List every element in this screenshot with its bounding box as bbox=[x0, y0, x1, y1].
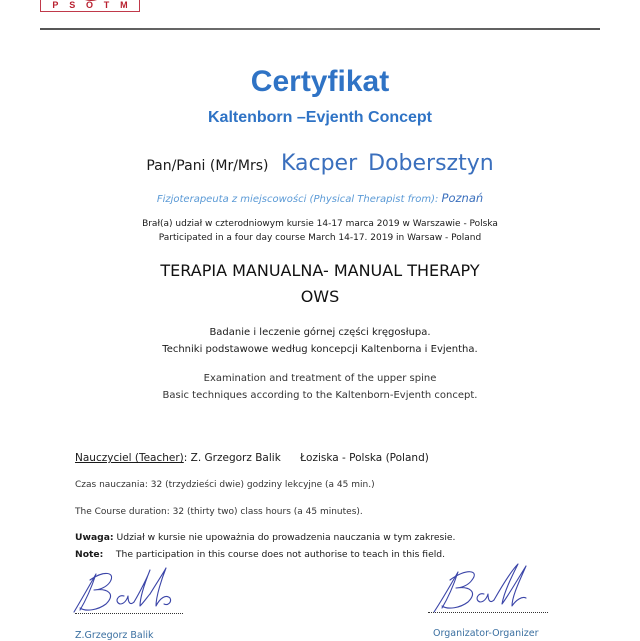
header-divider bbox=[40, 28, 600, 30]
note-pl-text: Udział w kursie nie upoważnia do prowadzenia nauczania w tym zakresie. bbox=[116, 532, 456, 543]
recipient-row bbox=[0, 144, 640, 186]
profession-row bbox=[0, 190, 640, 208]
teacher-label: Nauczyciel (Teacher) bbox=[75, 452, 184, 464]
description-pl-line: Techniki podstawowe według koncepcji Kaltenborna i Evjentha. bbox=[162, 344, 478, 355]
profession-city: Poznań bbox=[441, 191, 484, 205]
logo-letter: P bbox=[52, 0, 59, 10]
note-en-text: The participation in this course does not authorise to teach in this field. bbox=[115, 549, 446, 560]
course-title: TERAPIA MANUALNA- MANUAL THERAPY bbox=[160, 261, 480, 280]
note-pl-key: Uwaga: bbox=[75, 532, 114, 543]
course-code: OWS bbox=[300, 287, 340, 306]
profession-label: Fizjoterapeuta z miejscowości (Physical Therapist from): bbox=[156, 194, 439, 205]
signature-line-left bbox=[75, 613, 183, 614]
teacher-row bbox=[75, 450, 429, 466]
note-en-key: Note: bbox=[75, 549, 104, 560]
recipient-name: Kacper Dobersztyn bbox=[280, 151, 494, 176]
teacher-colon: : bbox=[183, 452, 188, 464]
logo-letter: M bbox=[120, 0, 128, 10]
psotm-logo bbox=[40, 0, 140, 12]
description-en-line: Examination and treatment of the upper spine bbox=[203, 373, 437, 384]
logo-letter: S bbox=[69, 0, 76, 10]
teacher-signature-name: Z.Grzegorz Balik bbox=[75, 630, 154, 641]
description-pl-line: Badanie i leczenie górnej części kręgosłupa. bbox=[209, 327, 431, 338]
logo-letter: T bbox=[103, 0, 110, 10]
teacher-name: Z. Grzegorz Balik bbox=[190, 452, 281, 464]
signature-line-right bbox=[428, 612, 548, 613]
duration-en: The Course duration: 32 (thirty two) class hours (a 45 minutes). bbox=[75, 507, 363, 517]
note-pl bbox=[75, 531, 455, 545]
teacher-place: Łoziska - Polska (Poland) bbox=[300, 452, 429, 464]
recipient-label: Pan/Pani (Mr/Mrs) bbox=[146, 158, 269, 174]
logo-letter: O bbox=[85, 0, 93, 10]
note-en bbox=[75, 548, 445, 562]
description-en-line: Basic techniques according to the Kaltenborn-Evjenth concept. bbox=[162, 390, 478, 401]
course-info-en: Participated in a four day course March 14-17. 2019 in Warsaw - Poland bbox=[158, 233, 482, 243]
duration-pl: Czas nauczania: 32 (trzydzieści dwie) godziny lekcyjne (a 45 min.) bbox=[75, 480, 375, 490]
logo-letters bbox=[41, 0, 139, 11]
teacher-signature-icon bbox=[70, 566, 200, 616]
certificate-title: Certyfikat bbox=[250, 65, 390, 98]
course-info-pl: Brał(a) udział w czterodniowym kursie 14-17 marca 2019 w Warszawie - Polska bbox=[142, 219, 498, 229]
organizer-signature-name: Organizator-Organizer bbox=[433, 628, 539, 639]
certificate-subtitle: Kaltenborn –Evjenth Concept bbox=[207, 109, 433, 126]
organizer-signature-icon bbox=[428, 562, 553, 616]
